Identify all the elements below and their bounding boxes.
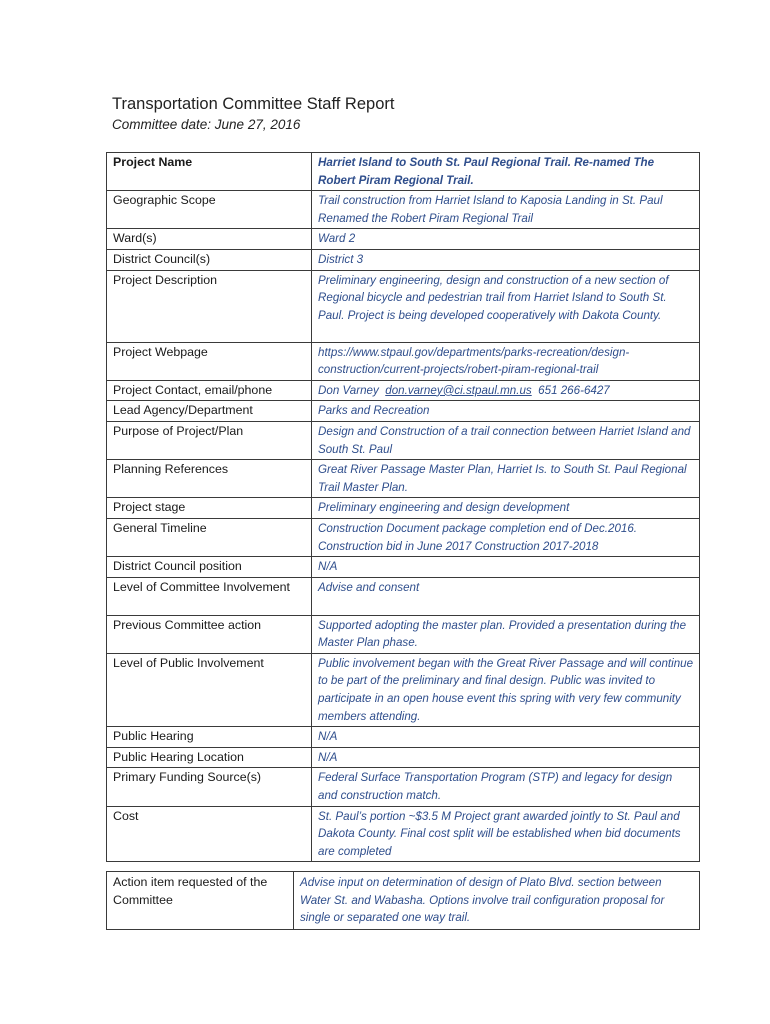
label-project-name: Project Name — [107, 153, 312, 191]
label-district-council-position: District Council position — [107, 557, 312, 578]
row-level-of-committee-involvement — [107, 577, 700, 615]
label-district-councils: District Council(s) — [107, 249, 312, 270]
value-district-councils: District 3 — [312, 249, 700, 270]
value-project-stage: Preliminary engineering and design development — [312, 498, 700, 519]
value-project-description: Preliminary engineering, design and construction of a new section of Regional bicycle and pedestrian trail from Harriet Island to South St. Paul. Project is being developed cooperatively with Dakota County. — [312, 270, 700, 342]
row-previous-committee-action — [107, 615, 700, 653]
row-project-description — [107, 270, 700, 342]
label-lead-agency: Lead Agency/Department — [107, 401, 312, 422]
label-level-of-committee-involvement: Level of Committee Involvement — [107, 577, 312, 615]
row-geographic-scope — [107, 191, 700, 229]
row-district-council-position — [107, 557, 700, 578]
label-primary-funding-sources: Primary Funding Source(s) — [107, 768, 312, 806]
label-purpose: Purpose of Project/Plan — [107, 421, 312, 459]
row-project-contact — [107, 380, 700, 401]
row-public-hearing — [107, 727, 700, 748]
report-title: Transportation Committee Staff Report — [112, 95, 395, 113]
label-planning-references: Planning References — [107, 460, 312, 498]
value-primary-funding-sources: Federal Surface Transportation Program (STP) and legacy for design and construction match. — [312, 768, 700, 806]
row-purpose — [107, 421, 700, 459]
value-level-of-public-involvement: Public involvement began with the Great River Passage and will continue to be part of the preliminary and final design. Public was invited to participate in an open house event this spring with very few community members attending. — [312, 653, 700, 726]
label-project-stage: Project stage — [107, 498, 312, 519]
row-action-item — [107, 872, 700, 930]
contact-name: Don Varney — [318, 383, 379, 397]
value-action-item: Advise input on determination of design of Plato Blvd. section between Water St. and Wabasha. Options involve trail configuration proposal for single or separated one way trail. — [294, 872, 700, 930]
row-wards — [107, 229, 700, 250]
label-previous-committee-action: Previous Committee action — [107, 615, 312, 653]
row-level-of-public-involvement — [107, 653, 700, 726]
value-project-webpage: https://www.stpaul.gov/departments/parks-recreation/design-construction/current-projects/robert-piram-regional-trail — [312, 342, 700, 380]
value-previous-committee-action: Supported adopting the master plan. Provided a presentation during the Master Plan phase. — [312, 615, 700, 653]
label-level-of-public-involvement: Level of Public Involvement — [107, 653, 312, 726]
value-level-of-committee-involvement: Advise and consent — [312, 577, 700, 615]
project-info-table — [106, 152, 700, 862]
value-planning-references: Great River Passage Master Plan, Harriet Is. to South St. Paul Regional Trail Master Plan. — [312, 460, 700, 498]
row-cost — [107, 806, 700, 862]
label-geographic-scope: Geographic Scope — [107, 191, 312, 229]
row-lead-agency — [107, 401, 700, 422]
value-purpose: Design and Construction of a trail connection between Harriet Island and South St. Paul — [312, 421, 700, 459]
value-geographic-scope: Trail construction from Harriet Island to Kaposia Landing in St. Paul Renamed the Robert Piram Regional Trail — [312, 191, 700, 229]
value-wards: Ward 2 — [312, 229, 700, 250]
value-project-name: Harriet Island to South St. Paul Regional Trail. Re-named The Robert Piram Regional Trail. — [312, 153, 700, 191]
row-public-hearing-location — [107, 747, 700, 768]
value-cost: St. Paul’s portion ~$3.5 M Project grant awarded jointly to St. Paul and Dakota County. Final cost split will be established when bid documents are completed — [312, 806, 700, 862]
row-primary-funding-sources — [107, 768, 700, 806]
label-project-contact: Project Contact, email/phone — [107, 380, 312, 401]
value-lead-agency: Parks and Recreation — [312, 401, 700, 422]
value-general-timeline: Construction Document package completion end of Dec.2016. Construction bid in June 2017 Construction 2017-2018 — [312, 518, 700, 556]
label-general-timeline: General Timeline — [107, 518, 312, 556]
label-public-hearing-location: Public Hearing Location — [107, 747, 312, 768]
row-district-councils — [107, 249, 700, 270]
value-public-hearing: N/A — [312, 727, 700, 748]
label-wards: Ward(s) — [107, 229, 312, 250]
row-project-stage — [107, 498, 700, 519]
row-project-name — [107, 153, 700, 191]
committee-date: Committee date: June 27, 2016 — [112, 117, 301, 132]
label-project-webpage: Project Webpage — [107, 342, 312, 380]
row-project-webpage — [107, 342, 700, 380]
row-planning-references — [107, 460, 700, 498]
value-public-hearing-location: N/A — [312, 747, 700, 768]
value-district-council-position: N/A — [312, 557, 700, 578]
contact-email-link[interactable]: don.varney@ci.stpaul.mn.us — [385, 383, 532, 397]
row-general-timeline — [107, 518, 700, 556]
label-project-description: Project Description — [107, 270, 312, 342]
label-cost: Cost — [107, 806, 312, 862]
value-project-contact — [312, 380, 700, 401]
action-item-table — [106, 871, 700, 930]
label-public-hearing: Public Hearing — [107, 727, 312, 748]
label-action-item: Action item requested of the Committee — [107, 872, 294, 930]
contact-phone: 651 266-6427 — [538, 383, 610, 397]
